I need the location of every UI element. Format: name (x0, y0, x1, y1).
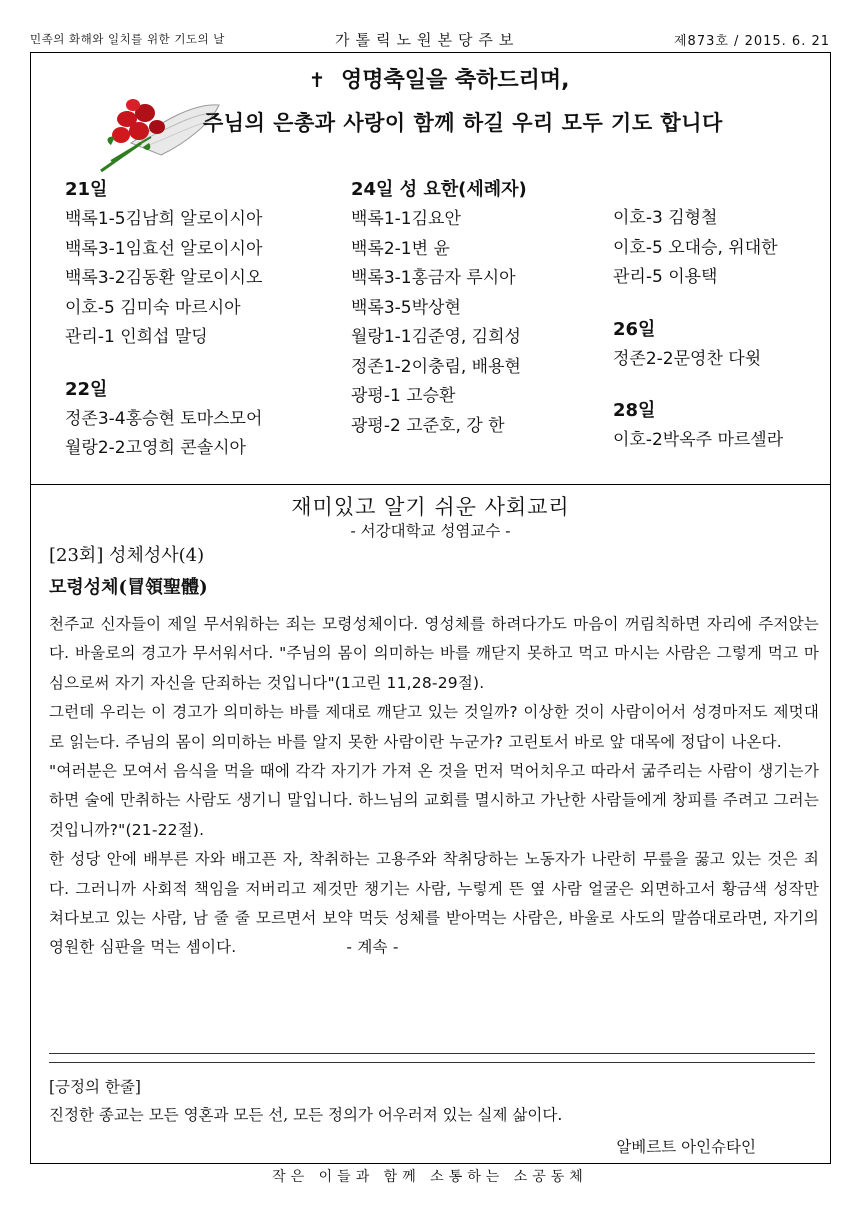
feast-entry: 백록3-1홍금자 루시아 (351, 268, 516, 288)
feast-entry: 백록3-2김동환 알로이시오 (65, 268, 263, 288)
article-author: - 서강대학교 성염교수 - (350, 522, 511, 540)
feast-entry: 이호-2박옥주 마르셀라 (613, 430, 784, 450)
feast-entry: 관리-1 인희섭 말딩 (65, 327, 208, 347)
feast-day-heading: 24일 성 요한(세례자) (351, 179, 527, 200)
header-occasion: 민족의 화해와 일치를 위한 기도의 날 (30, 32, 225, 46)
feast-day-heading: 21일 (65, 179, 108, 200)
feast-entry: 이호-5 김미숙 마르시아 (65, 297, 241, 318)
feast-entry: 백록1-1김요안 (351, 209, 461, 229)
feast-day-heading: 28일 (613, 400, 656, 421)
bulletin-frame (30, 52, 831, 1164)
flower-bouquet-icon (91, 83, 221, 175)
page-footer: 작은 이들과 함께 소통하는 소공동체 (272, 1169, 588, 1185)
feast-day-heading: 22일 (65, 378, 108, 400)
feast-entry: 이호-3 김형철 (613, 208, 718, 228)
feast-entry: 월랑1-1김준영, 김희성 (351, 327, 521, 347)
quote-author: 알베르트 아인슈타인 (616, 1138, 756, 1156)
article-series-title: 재미있고 알기 쉬운 사회교리 (291, 495, 570, 519)
feast-column-1 (65, 175, 262, 464)
section-divider (31, 484, 830, 485)
feast-entry: 관리-5 이용택 (613, 267, 718, 287)
feast-entry: 백록2-1변 윤 (351, 238, 450, 259)
feast-entry: 이호-5 오대승, 위대한 (613, 237, 778, 258)
continued-note: - 계속 - (346, 938, 399, 957)
article-heading: 모령성체(冒領聖體) (49, 577, 208, 598)
feast-entry: 광평-2 고준호, 강 한 (351, 415, 505, 436)
feast-entry: 정존2-2문영찬 다윗 (613, 348, 762, 369)
greeting-headline (307, 63, 570, 94)
greeting-line2: 주님의 은총과 사랑이 함께 하길 우리 모두 기도 합니다 (203, 111, 723, 135)
quote-text: 진정한 종교는 모든 영혼과 모든 선, 모든 정의가 어우러져 있는 실제 삶이다. (49, 1106, 563, 1124)
issue-number-date: 제873호 / 2015. 6. 21 (674, 34, 830, 49)
feast-column-2 (351, 175, 527, 441)
article-paragraph: 그런데 우리는 이 경고가 의미하는 바를 제대로 깨닫고 있는 것일까? 이상한 것이 사람이어서 성경마저도 제멋대로 읽는다. 주님의 몸이 의미하는 바를 알지 못한 사람이란 누군가? 고린토서 바로 앞 대목에 정답이 나온다. (49, 703, 819, 751)
double-rule-divider (49, 1053, 815, 1063)
bulletin-title: 가톨릭노원본당주보 (335, 31, 520, 49)
article-paragraph: "여러분은 모여서 음식을 먹을 때에 각각 자기가 가져 온 것을 먼저 먹어치우고 따라서 굶주리는 사람이 생기는가 하면 술에 만취하는 사람도 생기니 말입니다. 하느님의 교회를 멸시하고 가난한 사람들에게 창피를 주려고 그러는 것입니까?"(21-22절). (49, 762, 819, 839)
feast-entry: 정존3-4홍승현 토마스모어 (65, 408, 263, 429)
quote-heading: [긍정의 한줄] (49, 1078, 141, 1096)
article-body (49, 610, 819, 963)
feast-entry: 백록3-5박상현 (351, 297, 461, 318)
feast-entry: 광평-1 고승환 (351, 386, 456, 406)
feast-day-heading: 26일 (613, 318, 656, 340)
feast-entry: 백록3-1임효선 알로이시아 (65, 238, 263, 259)
article-paragraph: 천주교 신자들이 제일 무서워하는 죄는 모령성체이다. 영성체를 하려다가도 마음이 꺼림칙하면 자리에 주저앉는다. 바울로의 경고가 무서워서다. "주님의 몸이 의미하는 바를 깨닫지 못하고 먹고 마시는 사람은 그렇게 먹고 마심으로써 자기 자신을 단죄하는 것입니다"(1고린 11,28-29절). (49, 615, 819, 692)
greeting-line1: 영명축일을 축하드리며, (341, 68, 570, 93)
cross-icon: ✝ (308, 68, 326, 92)
feast-entry: 정존1-2이충림, 배용현 (351, 356, 521, 377)
feast-column-3 (613, 204, 783, 456)
article-episode: [23회] 성체성사(4) (49, 545, 205, 566)
page-header (30, 28, 830, 50)
article-paragraph: 한 성당 안에 배부른 자와 배고픈 자, 착취하는 고용주와 착취당하는 노동자가 나란히 무릎을 꿇고 있는 것은 죄다. 그러니까 사회적 책임을 저버리고 제것만 챙기는 사람, 누렇게 뜬 옆 사람 얼굴은 외면하고서 황금색 성작만 쳐다보고 있는 사람, 남 줄 줄 모르면서 보약 먹듯 성체를 받아먹는 사람은, 바울로 사도의 말씀대로라면, 자기의 영원한 심판을 먹는 셈이다. - 계속 - (49, 850, 819, 957)
feast-entry: 월랑2-2고영희 콘솔시아 (65, 438, 246, 458)
feast-entry: 백록1-5김남희 알로이시아 (65, 209, 263, 229)
